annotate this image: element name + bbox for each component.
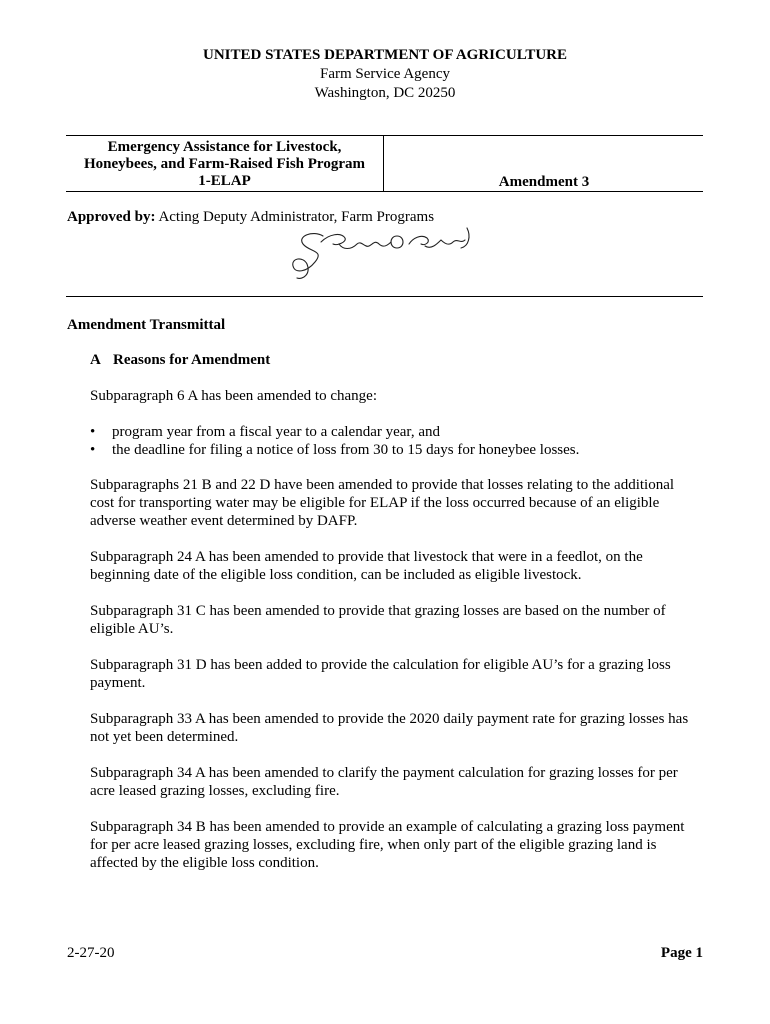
section-letter: A bbox=[90, 352, 101, 368]
paragraph: Subparagraphs 21 B and 22 D have been amended to provide that losses relating to the additional cost for transporting water may be eligible for ELAP if the loss occurred because of an eligible adverse weather event determined by DAFP. bbox=[90, 477, 675, 529]
approval-label: Approved by: bbox=[67, 209, 156, 225]
list-item bbox=[90, 441, 700, 459]
footer-date: 2-27-20 bbox=[67, 945, 115, 961]
reasons-section bbox=[90, 351, 700, 890]
list-item-text: program year from a fiscal year to a calendar year, and bbox=[112, 424, 440, 440]
paragraph: Subparagraph 34 A has been amended to clarify the payment calculation for grazing losses for per acre leased grazing losses, excluding fire. bbox=[90, 765, 678, 799]
paragraph: Subparagraph 31 C has been amended to provide that grazing losses are based on the number of eligible AU’s. bbox=[90, 603, 666, 637]
approver-title: Acting Deputy Administrator, Farm Programs bbox=[158, 209, 435, 225]
agency-name: Farm Service Agency bbox=[320, 66, 450, 82]
section-heading bbox=[90, 351, 700, 369]
page-number: Page 1 bbox=[660, 945, 703, 961]
handwritten-signature-icon bbox=[285, 222, 485, 282]
section-title: Reasons for Amendment bbox=[113, 352, 271, 368]
program-title-line: 1-ELAP bbox=[198, 173, 251, 189]
paragraph: Subparagraph 24 A has been amended to provide that livestock that were in a feedlot, on the beginning date of the eligible loss condition, can be included as eligible livestock. bbox=[90, 549, 643, 583]
list-item-text: the deadline for filing a notice of loss from 30 to 15 days for honeybee losses. bbox=[112, 442, 580, 458]
agency-address: Washington, DC 20250 bbox=[314, 85, 456, 101]
department-name: UNITED STATES DEPARTMENT OF AGRICULTURE bbox=[203, 47, 567, 63]
title-box bbox=[66, 135, 703, 192]
amendment-number: Amendment 3 bbox=[498, 174, 590, 190]
intro-paragraph: Subparagraph 6 A has been amended to change: bbox=[90, 388, 377, 404]
paragraph: Subparagraph 31 D has been added to provide the calculation for eligible AU’s for a grazing loss payment. bbox=[90, 657, 671, 691]
program-title bbox=[66, 136, 384, 191]
bullet-icon: • bbox=[90, 442, 96, 458]
program-title-line: Honeybees, and Farm-Raised Fish Program bbox=[84, 156, 365, 172]
list-item bbox=[90, 423, 700, 441]
paragraph: Subparagraph 33 A has been amended to provide the 2020 daily payment rate for grazing losses has not yet been determined. bbox=[90, 711, 689, 745]
section-divider bbox=[66, 296, 703, 297]
transmittal-heading: Amendment Transmittal bbox=[67, 317, 226, 333]
bullet-icon: • bbox=[90, 424, 96, 440]
change-list bbox=[90, 423, 700, 459]
paragraph: Subparagraph 34 B has been amended to provide an example of calculating a grazing loss payment for per acre leased grazing losses, excluding fire, when only part of the eligible grazing land is affected by the eligible loss condition. bbox=[90, 819, 685, 871]
program-title-line: Emergency Assistance for Livestock, bbox=[107, 139, 342, 155]
document-header bbox=[0, 46, 770, 103]
